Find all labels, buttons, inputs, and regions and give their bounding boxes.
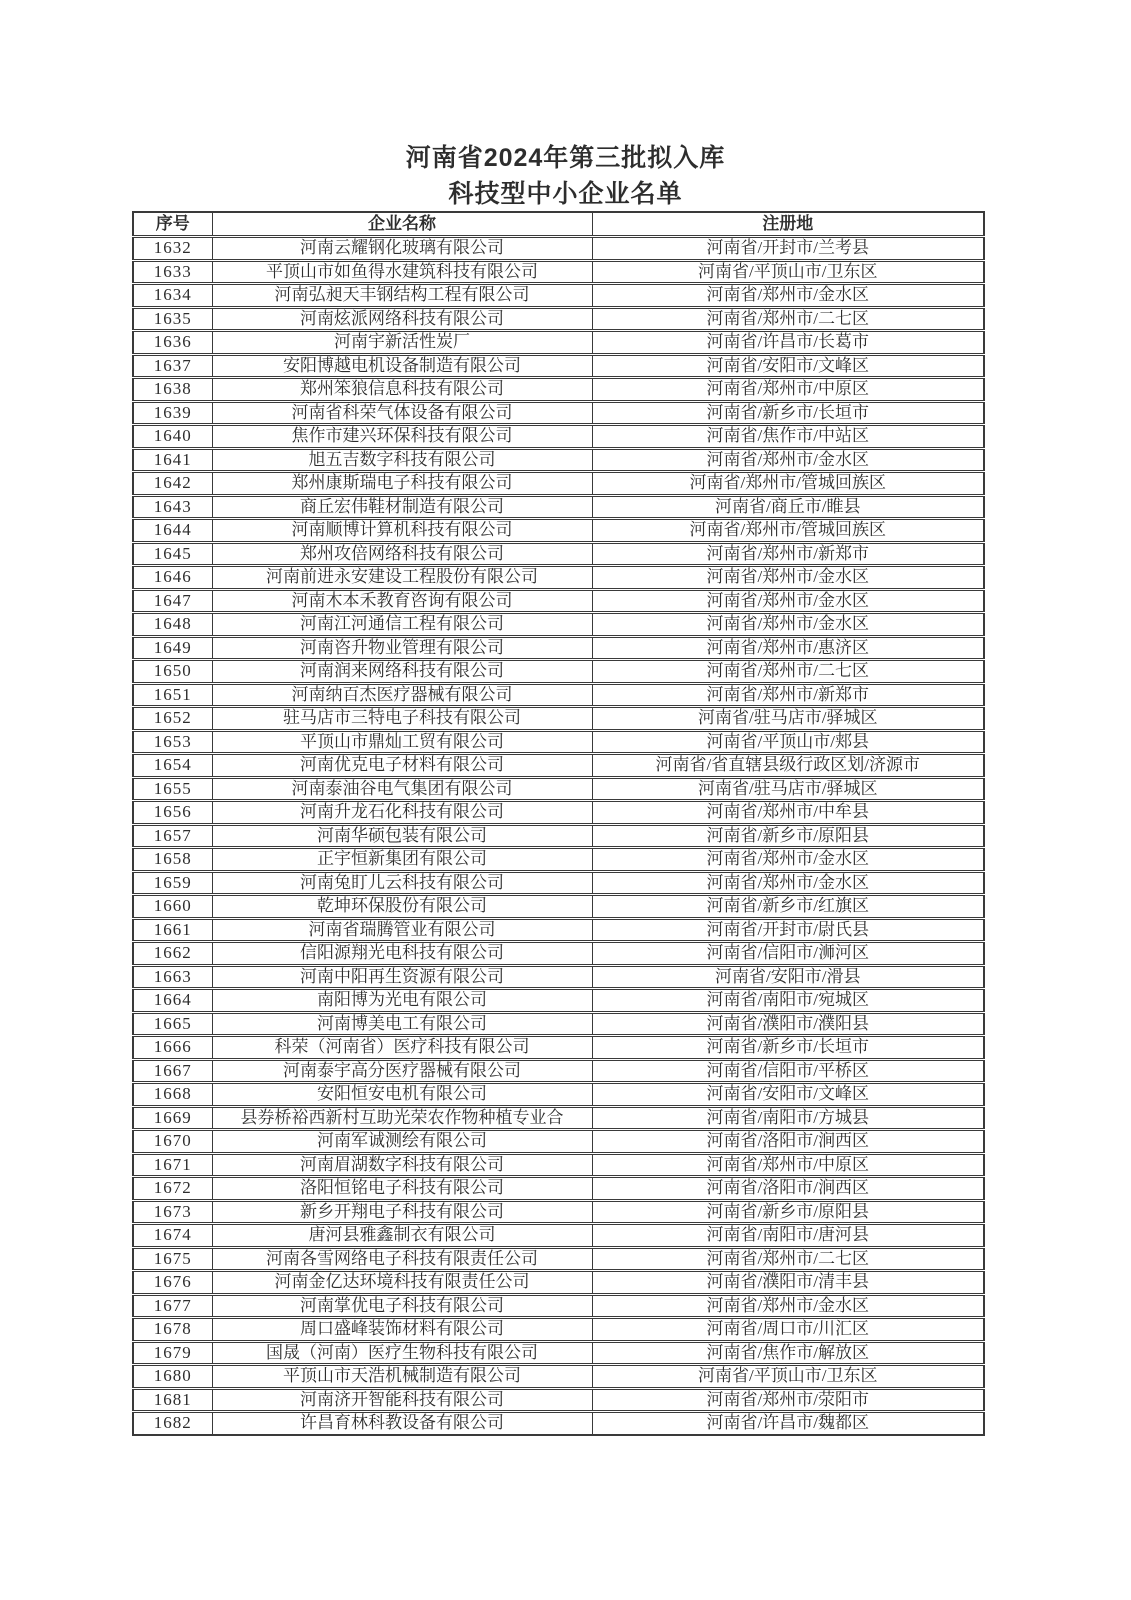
cell-company: 河南中阳再生资源有限公司 <box>212 965 592 989</box>
table-row <box>133 777 984 801</box>
table-row <box>133 801 984 825</box>
table-row <box>133 871 984 895</box>
cell-serial: 1642 <box>133 472 212 496</box>
cell-company: 河南优克电子材料有限公司 <box>212 754 592 778</box>
table-row <box>133 1388 984 1412</box>
cell-location: 河南省/省直辖县级行政区划/济源市 <box>592 754 984 778</box>
cell-location: 河南省/郑州市/二七区 <box>592 307 984 331</box>
cell-serial: 1671 <box>133 1153 212 1177</box>
table-row <box>133 1271 984 1295</box>
cell-company: 信阳源翔光电科技有限公司 <box>212 942 592 966</box>
table-row <box>133 1106 984 1130</box>
cell-company: 洛阳恒铭电子科技有限公司 <box>212 1177 592 1201</box>
cell-serial: 1651 <box>133 683 212 707</box>
cell-location: 河南省/南阳市/唐河县 <box>592 1224 984 1248</box>
cell-serial: 1670 <box>133 1130 212 1154</box>
cell-location: 河南省/郑州市/管城回族区 <box>592 472 984 496</box>
cell-location: 河南省/新乡市/长垣市 <box>592 1036 984 1060</box>
cell-serial: 1667 <box>133 1059 212 1083</box>
cell-company: 河南金亿达环境科技有限责任公司 <box>212 1271 592 1295</box>
cell-location: 河南省/安阳市/滑县 <box>592 965 984 989</box>
table-row <box>133 1083 984 1107</box>
cell-serial: 1633 <box>133 260 212 284</box>
cell-serial: 1634 <box>133 284 212 308</box>
cell-serial: 1676 <box>133 1271 212 1295</box>
cell-serial: 1659 <box>133 871 212 895</box>
cell-serial: 1652 <box>133 707 212 731</box>
table-row <box>133 824 984 848</box>
table-row <box>133 1012 984 1036</box>
cell-company: 周口盛峰装饰材料有限公司 <box>212 1318 592 1342</box>
cell-location: 河南省/安阳市/文峰区 <box>592 1083 984 1107</box>
table-row <box>133 448 984 472</box>
cell-location: 河南省/信阳市/浉河区 <box>592 942 984 966</box>
cell-location: 河南省/郑州市/新郑市 <box>592 542 984 566</box>
cell-serial: 1674 <box>133 1224 212 1248</box>
table-header-row <box>133 212 984 237</box>
table-row <box>133 1036 984 1060</box>
cell-location: 河南省/焦作市/中站区 <box>592 425 984 449</box>
cell-serial: 1645 <box>133 542 212 566</box>
cell-company: 河南升龙石化科技有限公司 <box>212 801 592 825</box>
cell-serial: 1672 <box>133 1177 212 1201</box>
table-row <box>133 660 984 684</box>
cell-location: 河南省/开封市/兰考县 <box>592 237 984 261</box>
cell-serial: 1668 <box>133 1083 212 1107</box>
table-row <box>133 683 984 707</box>
cell-serial: 1643 <box>133 495 212 519</box>
cell-company: 平顶山市鼎灿工贸有限公司 <box>212 730 592 754</box>
cell-company: 唐河县雅鑫制衣有限公司 <box>212 1224 592 1248</box>
cell-company: 河南兔盯儿云科技有限公司 <box>212 871 592 895</box>
cell-serial: 1679 <box>133 1341 212 1365</box>
cell-serial: 1664 <box>133 989 212 1013</box>
cell-serial: 1669 <box>133 1106 212 1130</box>
cell-serial: 1677 <box>133 1294 212 1318</box>
header-serial: 序号 <box>133 212 212 237</box>
cell-location: 河南省/郑州市/二七区 <box>592 660 984 684</box>
cell-serial: 1655 <box>133 777 212 801</box>
cell-serial: 1641 <box>133 448 212 472</box>
cell-location: 河南省/安阳市/文峰区 <box>592 354 984 378</box>
table-row <box>133 989 984 1013</box>
cell-serial: 1650 <box>133 660 212 684</box>
cell-location: 河南省/许昌市/魏都区 <box>592 1412 984 1435</box>
cell-serial: 1640 <box>133 425 212 449</box>
cell-serial: 1646 <box>133 566 212 590</box>
cell-serial: 1639 <box>133 401 212 425</box>
table-row <box>133 307 984 331</box>
table-row <box>133 542 984 566</box>
table-row <box>133 1247 984 1271</box>
cell-company: 河南弘昶天丰钢结构工程有限公司 <box>212 284 592 308</box>
cell-company: 焦作市建兴环保科技有限公司 <box>212 425 592 449</box>
table-row <box>133 1153 984 1177</box>
cell-serial: 1661 <box>133 918 212 942</box>
cell-location: 河南省/商丘市/睢县 <box>592 495 984 519</box>
cell-serial: 1635 <box>133 307 212 331</box>
cell-serial: 1673 <box>133 1200 212 1224</box>
cell-company: 驻马店市三特电子科技有限公司 <box>212 707 592 731</box>
cell-company: 河南华硕包装有限公司 <box>212 824 592 848</box>
cell-company: 河南省瑞腾管业有限公司 <box>212 918 592 942</box>
header-location: 注册地 <box>592 212 984 237</box>
cell-location: 河南省/平顶山市/郏县 <box>592 730 984 754</box>
table-row <box>133 378 984 402</box>
cell-location: 河南省/郑州市/金水区 <box>592 613 984 637</box>
cell-company: 河南掌优电子科技有限公司 <box>212 1294 592 1318</box>
cell-location: 河南省/郑州市/中原区 <box>592 1153 984 1177</box>
cell-company: 平顶山市天浩机械制造有限公司 <box>212 1365 592 1389</box>
cell-serial: 1637 <box>133 354 212 378</box>
cell-company: 河南木本禾教育咨询有限公司 <box>212 589 592 613</box>
table-row <box>133 1318 984 1342</box>
cell-company: 安阳恒安电机有限公司 <box>212 1083 592 1107</box>
cell-serial: 1638 <box>133 378 212 402</box>
cell-company: 河南泰宇高分医疗器械有限公司 <box>212 1059 592 1083</box>
cell-company: 河南润来网络科技有限公司 <box>212 660 592 684</box>
cell-serial: 1681 <box>133 1388 212 1412</box>
table-row <box>133 848 984 872</box>
title-line-2: 科技型中小企业名单 <box>448 180 683 208</box>
cell-location: 河南省/南阳市/方城县 <box>592 1106 984 1130</box>
cell-location: 河南省/驻马店市/驿城区 <box>592 777 984 801</box>
cell-serial: 1653 <box>133 730 212 754</box>
cell-company: 科荣（河南省）医疗科技有限公司 <box>212 1036 592 1060</box>
cell-location: 河南省/郑州市/金水区 <box>592 848 984 872</box>
cell-location: 河南省/郑州市/荥阳市 <box>592 1388 984 1412</box>
cell-company: 郑州攻倍网络科技有限公司 <box>212 542 592 566</box>
cell-company: 郑州康斯瑞电子科技有限公司 <box>212 472 592 496</box>
cell-location: 河南省/平顶山市/卫东区 <box>592 1365 984 1389</box>
table-row <box>133 942 984 966</box>
cell-serial: 1666 <box>133 1036 212 1060</box>
table-row <box>133 495 984 519</box>
table-row <box>133 284 984 308</box>
cell-company: 安阳博越电机设备制造有限公司 <box>212 354 592 378</box>
table-row <box>133 895 984 919</box>
table-row <box>133 1130 984 1154</box>
cell-company: 新乡开翔电子科技有限公司 <box>212 1200 592 1224</box>
cell-serial: 1644 <box>133 519 212 543</box>
cell-serial: 1678 <box>133 1318 212 1342</box>
cell-company: 河南纳百杰医疗器械有限公司 <box>212 683 592 707</box>
cell-company: 商丘宏伟鞋材制造有限公司 <box>212 495 592 519</box>
table-row <box>133 472 984 496</box>
cell-location: 河南省/信阳市/平桥区 <box>592 1059 984 1083</box>
table-row <box>133 707 984 731</box>
cell-location: 河南省/周口市/川汇区 <box>592 1318 984 1342</box>
cell-company: 许昌育林科教设备有限公司 <box>212 1412 592 1435</box>
table-row <box>133 354 984 378</box>
cell-serial: 1636 <box>133 331 212 355</box>
cell-serial: 1632 <box>133 237 212 261</box>
table-row <box>133 566 984 590</box>
cell-location: 河南省/新乡市/原阳县 <box>592 1200 984 1224</box>
cell-location: 河南省/南阳市/宛城区 <box>592 989 984 1013</box>
cell-location: 河南省/开封市/尉氏县 <box>592 918 984 942</box>
cell-company: 河南顺博计算机科技有限公司 <box>212 519 592 543</box>
table-row <box>133 401 984 425</box>
company-table-body <box>133 237 984 1435</box>
cell-company: 南阳博为光电有限公司 <box>212 989 592 1013</box>
document-title <box>0 0 1131 212</box>
table-row <box>133 237 984 261</box>
cell-company: 河南炫派网络科技有限公司 <box>212 307 592 331</box>
table-row <box>133 636 984 660</box>
table-row <box>133 1059 984 1083</box>
cell-company: 河南咨升物业管理有限公司 <box>212 636 592 660</box>
table-row <box>133 754 984 778</box>
cell-location: 河南省/郑州市/金水区 <box>592 589 984 613</box>
table-row <box>133 1412 984 1435</box>
cell-location: 河南省/郑州市/中牟县 <box>592 801 984 825</box>
table-row <box>133 331 984 355</box>
table-row <box>133 1341 984 1365</box>
cell-company: 国晟（河南）医疗生物科技有限公司 <box>212 1341 592 1365</box>
cell-location: 河南省/新乡市/红旗区 <box>592 895 984 919</box>
cell-serial: 1680 <box>133 1365 212 1389</box>
cell-company: 县券桥裕西新村互助光荣农作物种植专业合 <box>212 1106 592 1130</box>
cell-serial: 1656 <box>133 801 212 825</box>
table-row <box>133 519 984 543</box>
cell-company: 河南眉湖数字科技有限公司 <box>212 1153 592 1177</box>
cell-location: 河南省/郑州市/中原区 <box>592 378 984 402</box>
table-row <box>133 1177 984 1201</box>
cell-serial: 1675 <box>133 1247 212 1271</box>
cell-serial: 1647 <box>133 589 212 613</box>
cell-company: 河南各雪网络电子科技有限责任公司 <box>212 1247 592 1271</box>
cell-company: 河南前进永安建设工程股份有限公司 <box>212 566 592 590</box>
cell-location: 河南省/平顶山市/卫东区 <box>592 260 984 284</box>
cell-location: 河南省/郑州市/金水区 <box>592 566 984 590</box>
cell-location: 河南省/郑州市/金水区 <box>592 448 984 472</box>
cell-company: 河南军诚测绘有限公司 <box>212 1130 592 1154</box>
table-row <box>133 613 984 637</box>
table-row <box>133 1365 984 1389</box>
cell-location: 河南省/驻马店市/驿城区 <box>592 707 984 731</box>
cell-location: 河南省/郑州市/二七区 <box>592 1247 984 1271</box>
cell-company: 旭五吉数字科技有限公司 <box>212 448 592 472</box>
cell-location: 河南省/洛阳市/涧西区 <box>592 1130 984 1154</box>
cell-serial: 1662 <box>133 942 212 966</box>
cell-company: 河南博美电工有限公司 <box>212 1012 592 1036</box>
cell-company: 乾坤环保股份有限公司 <box>212 895 592 919</box>
cell-company: 正宇恒新集团有限公司 <box>212 848 592 872</box>
table-row <box>133 965 984 989</box>
cell-company: 河南济开智能科技有限公司 <box>212 1388 592 1412</box>
cell-serial: 1660 <box>133 895 212 919</box>
cell-company: 平顶山市如鱼得水建筑科技有限公司 <box>212 260 592 284</box>
cell-location: 河南省/郑州市/惠济区 <box>592 636 984 660</box>
cell-location: 河南省/郑州市/新郑市 <box>592 683 984 707</box>
header-company: 企业名称 <box>212 212 592 237</box>
table-row <box>133 730 984 754</box>
cell-company: 河南省科荣气体设备有限公司 <box>212 401 592 425</box>
cell-location: 河南省/许昌市/长葛市 <box>592 331 984 355</box>
table-row <box>133 425 984 449</box>
cell-serial: 1657 <box>133 824 212 848</box>
cell-serial: 1654 <box>133 754 212 778</box>
cell-location: 河南省/洛阳市/涧西区 <box>592 1177 984 1201</box>
cell-company: 河南云耀钢化玻璃有限公司 <box>212 237 592 261</box>
title-line-1: 河南省2024年第三批拟入库 <box>405 144 726 172</box>
cell-location: 河南省/郑州市/金水区 <box>592 871 984 895</box>
cell-serial: 1663 <box>133 965 212 989</box>
cell-serial: 1649 <box>133 636 212 660</box>
cell-serial: 1665 <box>133 1012 212 1036</box>
cell-location: 河南省/郑州市/金水区 <box>592 1294 984 1318</box>
table-row <box>133 260 984 284</box>
cell-serial: 1682 <box>133 1412 212 1435</box>
cell-company: 河南泰油谷电气集团有限公司 <box>212 777 592 801</box>
table-row <box>133 1224 984 1248</box>
cell-location: 河南省/濮阳市/清丰县 <box>592 1271 984 1295</box>
cell-location: 河南省/郑州市/金水区 <box>592 284 984 308</box>
cell-location: 河南省/焦作市/解放区 <box>592 1341 984 1365</box>
cell-company: 河南宇新活性炭厂 <box>212 331 592 355</box>
table-row <box>133 1294 984 1318</box>
cell-company: 郑州笨狼信息科技有限公司 <box>212 378 592 402</box>
cell-serial: 1658 <box>133 848 212 872</box>
table-row <box>133 589 984 613</box>
table-row <box>133 918 984 942</box>
cell-location: 河南省/郑州市/管城回族区 <box>592 519 984 543</box>
cell-location: 河南省/濮阳市/濮阳县 <box>592 1012 984 1036</box>
cell-location: 河南省/新乡市/原阳县 <box>592 824 984 848</box>
cell-company: 河南江河通信工程有限公司 <box>212 613 592 637</box>
cell-serial: 1648 <box>133 613 212 637</box>
company-table <box>132 211 985 1436</box>
cell-location: 河南省/新乡市/长垣市 <box>592 401 984 425</box>
table-row <box>133 1200 984 1224</box>
